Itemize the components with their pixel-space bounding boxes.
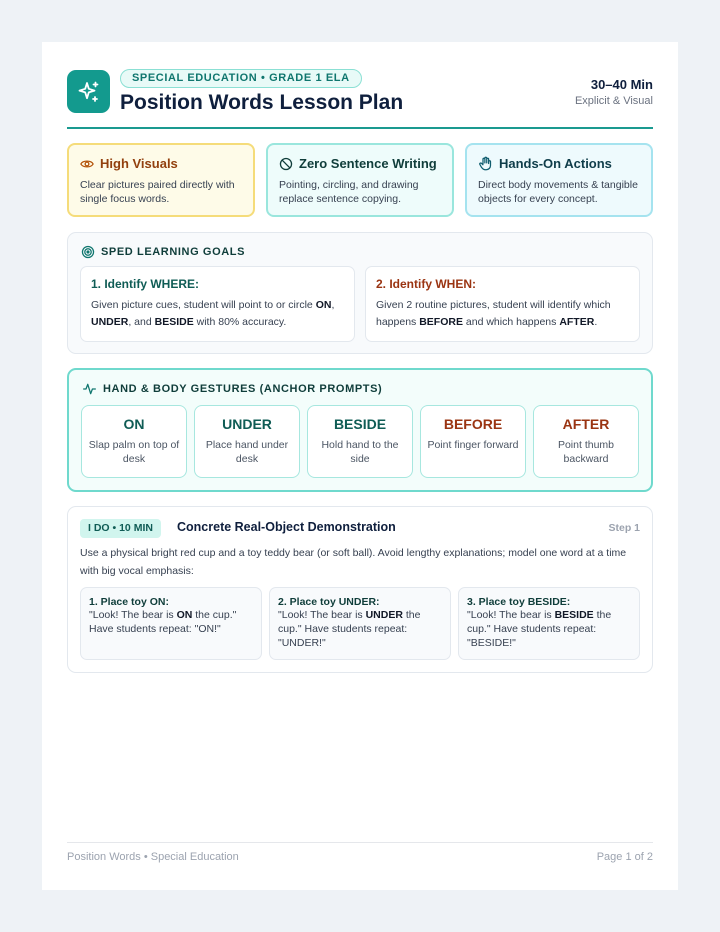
- duration-label: 30–40 Min: [590, 77, 653, 92]
- gesture-card-on: [81, 405, 187, 478]
- demo-text: "Look! The bear is BESIDE the cup." Have students repeat: "BESIDE!": [467, 609, 612, 649]
- feature-card-hands-on-actions: [465, 143, 653, 217]
- hand-icon: [478, 156, 493, 171]
- i-do-section: [67, 506, 653, 673]
- goal-card-when: [365, 266, 640, 342]
- learning-goals-section: [67, 232, 653, 354]
- feature-desc: Pointing, circling, and drawing replace sentence copying.: [279, 179, 419, 205]
- feature-desc: Direct body movements & tangible objects for every concept.: [478, 179, 638, 205]
- demo-head: 1. Place toy ON:: [89, 596, 169, 608]
- section-heading: HAND & BODY GESTURES (ANCHOR PROMPTS): [103, 383, 383, 395]
- category-pill: SPECIAL EDUCATION • GRADE 1 ELA: [120, 69, 362, 88]
- page-title: Position Words Lesson Plan: [120, 91, 404, 114]
- gesture-word: BEFORE: [443, 416, 503, 432]
- goal-title: 2. Identify WHEN:: [376, 277, 477, 291]
- demo-text: "Look! The bear is ON the cup." Have students repeat: "ON!": [89, 609, 237, 635]
- gestures-section: [67, 368, 653, 492]
- header: [67, 69, 653, 129]
- demo-card-on: [80, 587, 262, 660]
- footer-title: Position Words • Special Education: [67, 851, 239, 863]
- gesture-card-after: [533, 405, 639, 478]
- goal-card-where: [80, 266, 355, 342]
- goal-title: 1. Identify WHERE:: [91, 277, 200, 291]
- goal-desc: Given picture cues, student will point to or circle ON, UNDER, and BESIDE with 80% accuracy.: [91, 299, 335, 328]
- gesture-word: UNDER: [222, 416, 272, 432]
- no-sign-icon: [279, 157, 293, 171]
- feature-card-high-visuals: [67, 143, 255, 217]
- gesture-desc: Point finger forward: [427, 439, 519, 451]
- gesture-word: ON: [123, 416, 145, 432]
- lesson-plan-page: [42, 42, 678, 890]
- gesture-desc: Slap palm on top of desk: [88, 439, 180, 465]
- demo-head: 2. Place toy UNDER:: [278, 596, 380, 608]
- pulse-icon: [82, 382, 97, 396]
- demo-card-beside: [458, 587, 640, 660]
- gesture-card-under: [194, 405, 300, 478]
- style-label: Explicit & Visual: [574, 95, 653, 107]
- gesture-desc: Place hand under desk: [205, 439, 289, 465]
- step-label: Step 1: [608, 522, 640, 534]
- gesture-word: BESIDE: [333, 416, 387, 432]
- gesture-desc: Point thumb backward: [557, 439, 615, 465]
- gesture-desc: Hold hand to the side: [321, 439, 399, 465]
- phase-desc: Use a physical bright red cup and a toy teddy bear (or soft ball). Avoid lengthy explanations; model one word at a time with big vocal emphasis:: [80, 547, 627, 577]
- gesture-word: AFTER: [562, 416, 610, 432]
- phase-title: Concrete Real-Object Demonstration: [177, 520, 396, 534]
- feature-desc: Clear pictures paired directly with single focus words.: [80, 179, 235, 205]
- feature-title: High Visuals: [100, 156, 178, 171]
- gesture-card-beside: [307, 405, 413, 478]
- feature-title: Hands-On Actions: [499, 156, 612, 171]
- demo-head: 3. Place toy BESIDE:: [467, 596, 571, 608]
- sparkles-icon: [67, 70, 110, 113]
- demo-text: "Look! The bear is UNDER the cup." Have students repeat: "UNDER!": [278, 609, 421, 649]
- feature-title: Zero Sentence Writing: [299, 156, 437, 171]
- phase-badge: I DO • 10 MIN: [80, 519, 161, 538]
- page-number: Page 1 of 2: [596, 851, 653, 863]
- gesture-card-before: [420, 405, 526, 478]
- feature-card-zero-sentence-writing: [266, 143, 454, 217]
- target-icon: [81, 245, 95, 259]
- section-heading: SPED LEARNING GOALS: [101, 246, 246, 258]
- eye-icon: [80, 157, 94, 171]
- goal-desc: Given 2 routine pictures, student will identify which happens BEFORE and which happens AFTER.: [376, 299, 611, 328]
- page-footer: [67, 842, 653, 863]
- demo-card-under: [269, 587, 451, 660]
